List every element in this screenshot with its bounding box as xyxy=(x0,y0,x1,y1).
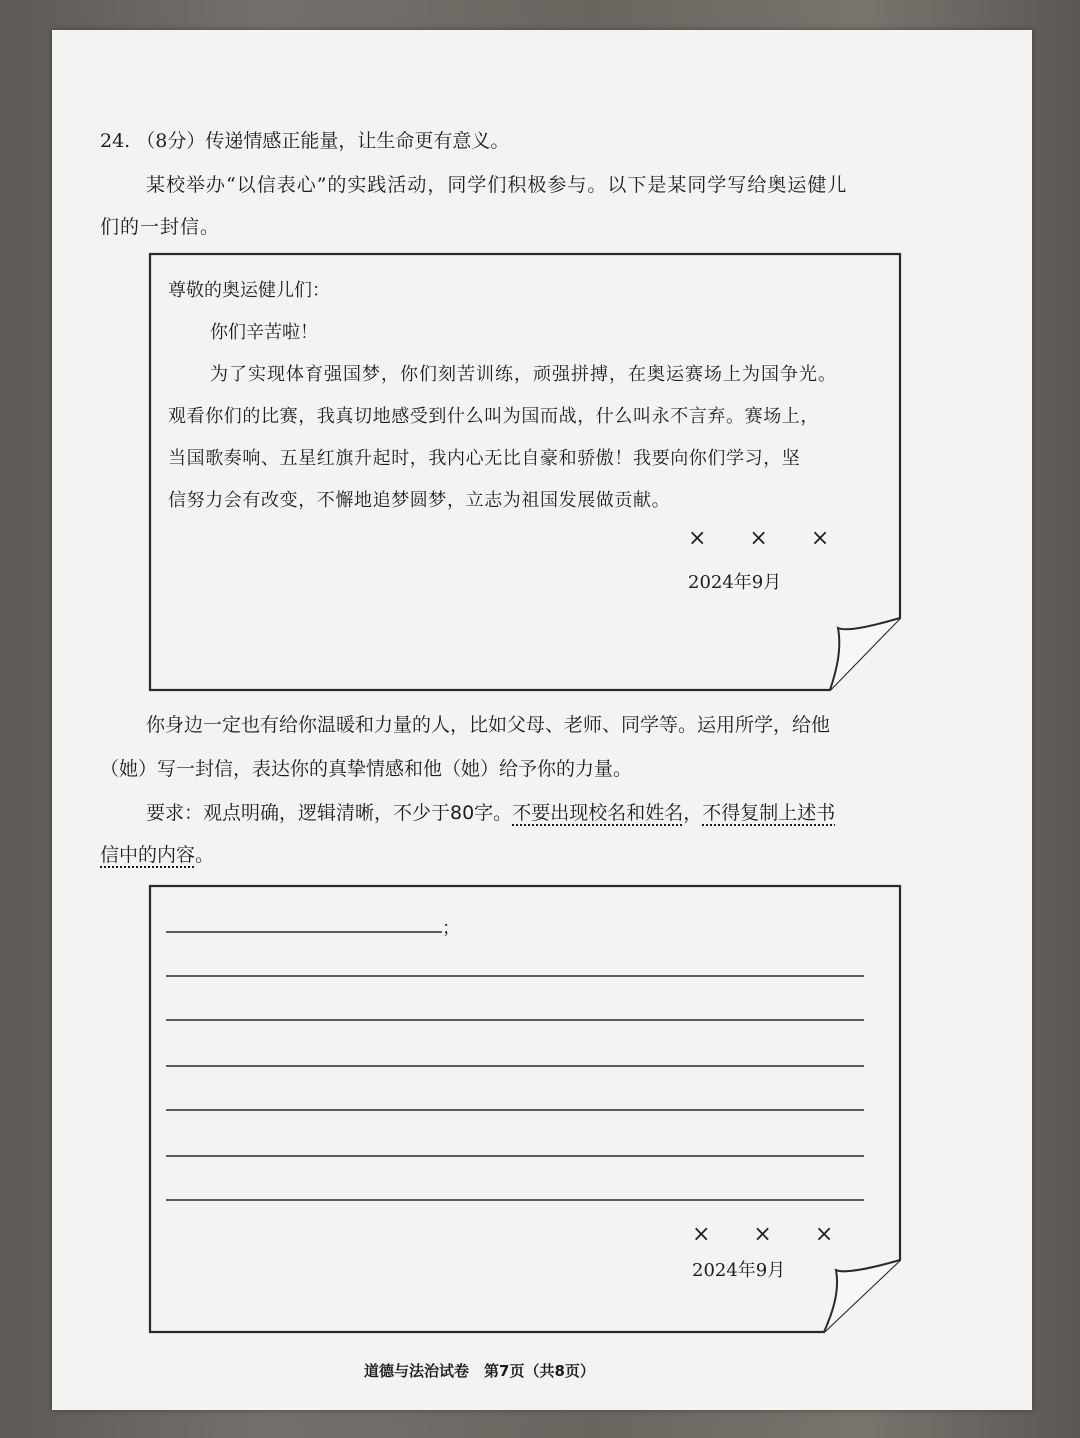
letter-greeting: 尊敬的奥运健儿们： xyxy=(168,280,330,301)
requirements-prefix: 要求：观点明确，逻辑清晰，不少于80字。 xyxy=(146,802,513,824)
writing-frame xyxy=(150,886,900,1332)
requirement-emphasis: 不要出现校名和姓名 xyxy=(512,802,684,824)
letter-body-line: 为了实现体育强国梦，你们刻苦训练，顽强拼搏，在奥运赛场上为国争光。 xyxy=(210,364,837,385)
requirement-emphasis: 不得复制上述书 xyxy=(702,802,836,824)
question-intro-line1: 某校举办“以信表心”的实践活动，同学们积极参与。以下是某同学写给奥运健儿 xyxy=(146,174,848,196)
page-footer: 道德与法治试卷 第7页（共8页） xyxy=(364,1362,595,1380)
writing-signature: × × × xyxy=(692,1222,852,1247)
requirement-end: 。 xyxy=(195,844,215,866)
exam-page xyxy=(52,30,1032,1410)
writing-date: 2024年9月 xyxy=(692,1260,786,1281)
question-title: 24. （8分）传递情感正能量，让生命更有意义。 xyxy=(100,130,510,152)
question-intro-line2: 们的一封信。 xyxy=(100,216,221,238)
requirement-emphasis: 信中的内容 xyxy=(100,844,196,866)
letter-body-line: 观看你们的比赛，我真切地感受到什么叫为国而战，什么叫永不言弃。赛场上， xyxy=(168,406,819,427)
task-line1: 你身边一定也有给你温暖和力量的人，比如父母、老师、同学等。运用所学，给他 xyxy=(146,714,831,736)
salutation-colon: ； xyxy=(442,918,460,939)
letter-signature: × × × xyxy=(688,526,848,551)
requirement-separator: ， xyxy=(683,802,703,824)
requirements-line2 xyxy=(100,840,214,867)
letter-body-line: 当国歌奏响、五星红旗升起时，我内心无比自豪和骄傲！我要向你们学习，坚 xyxy=(168,448,801,469)
letter-date: 2024年9月 xyxy=(688,572,782,593)
task-line2: （她）写一封信，表达你的真挚情感和他（她）给予你的力量。 xyxy=(100,758,633,780)
letter-body-line: 信努力会有改变，不懈地追梦圆梦，立志为祖国发展做贡献。 xyxy=(168,490,671,511)
letter-hello: 你们辛苦啦！ xyxy=(210,322,318,343)
requirements-line1 xyxy=(146,798,835,825)
